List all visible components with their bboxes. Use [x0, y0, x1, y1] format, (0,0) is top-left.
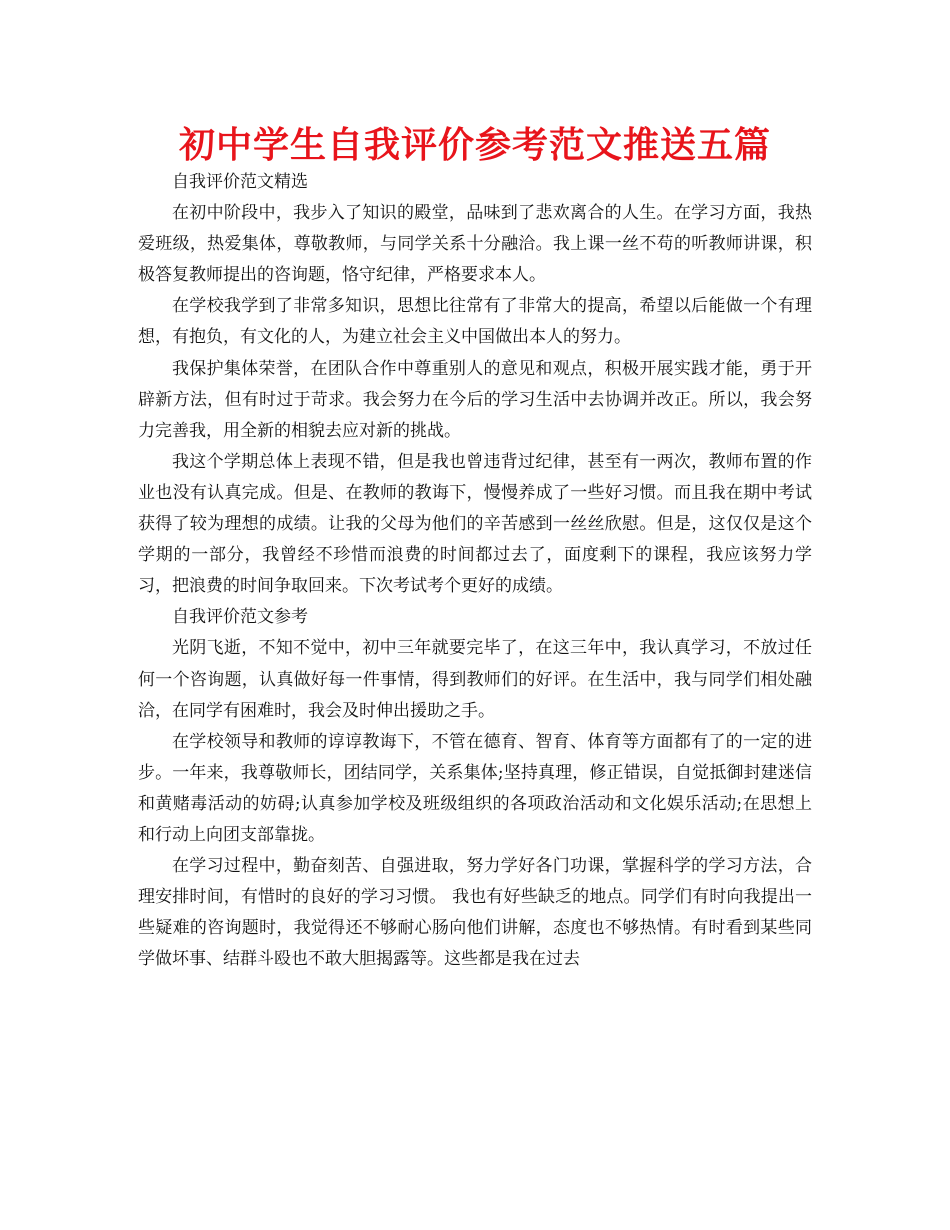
- body-paragraph: 我保护集体荣誉，在团队合作中尊重别人的意见和观点，积极开展实践才能，勇于开辟新方法，但有时过于苛求。我会努力在今后的学习生活中去协调并改正。所以，我会努力完善我，用全新的相貌去应对新的挑战。: [138, 358, 812, 441]
- body-paragraph: 在初中阶段中，我步入了知识的殿堂，品味到了悲欢离合的人生。在学习方面，我热爱班级，热爱集体，尊敬教师，与同学关系十分融洽。我上课一丝不苟的听教师讲课，积极答复教师提出的咨询题，恪守纪律，严格要求本人。: [138, 203, 812, 286]
- body-paragraph: 在学校领导和教师的谆谆教诲下，不管在德育、智育、体育等方面都有了的一定的进步。一年来，我尊敬师长，团结同学，关系集体;坚持真理，修正错误，自觉抵御封建迷信和黄赌毒活动的妨碍;认真参加学校及班级组织的各项政治活动和文化娱乐活动;在思想上和行动上向团支部靠拢。: [138, 731, 812, 845]
- section-heading: 自我评价范文精选: [172, 172, 308, 192]
- body-paragraph: 光阴飞逝，不知不觉中，初中三年就要完毕了，在这三年中，我认真学习，不放过任何一个咨询题，认真做好每一件事情，得到教师们的好评。在生活中，我与同学们相处融洽，在同学有困难时，我会及时伸出援助之手。: [138, 638, 812, 721]
- body-paragraph: 我这个学期总体上表现不错，但是我也曾违背过纪律，甚至有一两次，教师布置的作业也没有认真完成。但是、在教师的教诲下，慢慢养成了一些好习惯。而且我在期中考试获得了较为理想的成绩。让我的父母为他们的辛苦感到一丝丝欣慰。但是，这仅仅是这个学期的一部分，我曾经不珍惜而浪费的时间都过去了，面度剩下的课程，我应该努力学习，把浪费的时间争取回来。下次考试考个更好的成绩。: [138, 451, 812, 597]
- document-title: 初中学生自我评价参考范文推送五篇: [178, 125, 771, 166]
- document-body: [138, 167, 812, 975]
- body-paragraph: 在学习过程中，勤奋刻苦、自强进取，努力学好各门功课，掌握科学的学习方法，合理安排时间，有惜时的良好的学习习惯。 我也有好些缺乏的地点。同学们有时向我提出一些疑难的咨询题时，我觉得还不够耐心肠向他们讲解，态度也不够热情。有时看到某些同学做坏事、结群斗殴也不敢大胆揭露等。这些都是我在过去: [138, 856, 812, 970]
- section-heading: 自我评价范文参考: [172, 607, 308, 628]
- body-paragraph: 在学校我学到了非常多知识，思想比往常有了非常大的提高，希望以后能做一个有理想，有抱负，有文化的人，为建立社会主义中国做出本人的努力。: [138, 296, 812, 348]
